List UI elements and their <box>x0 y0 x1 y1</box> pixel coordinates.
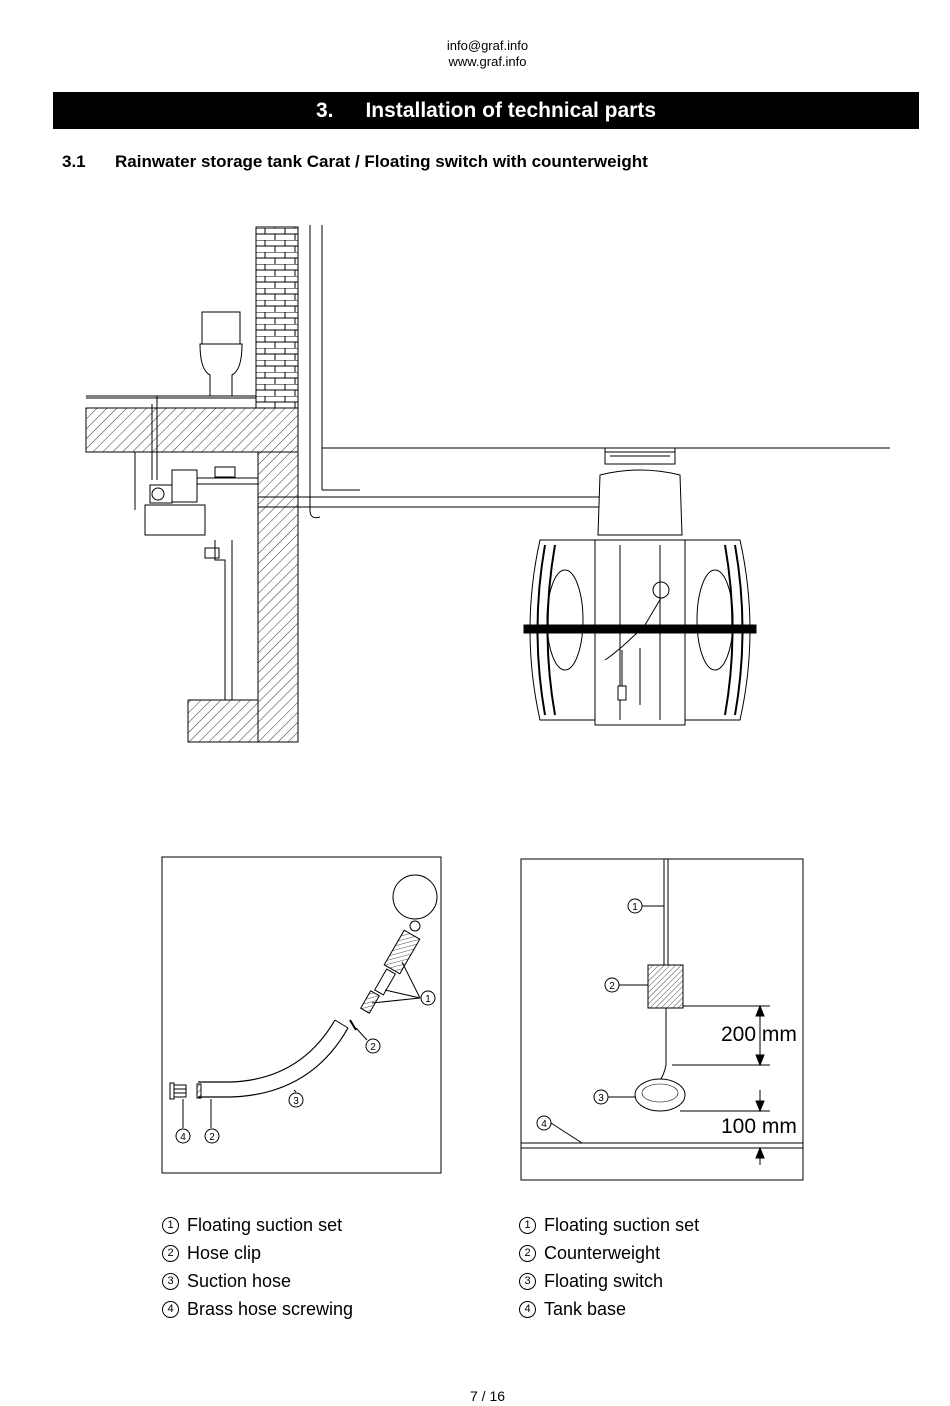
left-callout-2 <box>366 1039 380 1053</box>
legend-label: Floating suction set <box>187 1215 343 1235</box>
number-circle-icon: 2 <box>162 1245 179 1262</box>
legend-label: Floating suction set <box>544 1215 700 1235</box>
right-callout-1 <box>628 899 642 913</box>
subsection-title: Rainwater storage tank Carat / Floating switch with counterweight <box>115 152 648 171</box>
header-website: www.graf.info <box>448 54 527 69</box>
number-circle-icon: 4 <box>162 1301 179 1318</box>
legend-left <box>162 1211 353 1323</box>
section-number: 3. <box>315 98 334 122</box>
legend-right-item <box>519 1211 699 1239</box>
svg-text:2: 2 <box>609 981 615 992</box>
svg-text:4: 4 <box>541 1119 547 1130</box>
section-title: Installation of technical parts <box>365 98 657 122</box>
legend-right-item <box>519 1267 699 1295</box>
right-callout-4 <box>537 1116 551 1130</box>
right-callout-2 <box>605 978 619 992</box>
left-callout-1 <box>421 991 435 1005</box>
legend-label: Brass hose screwing <box>187 1299 354 1319</box>
dimension-label-upper: 200 mm <box>721 1023 797 1046</box>
installation-overview-drawing <box>86 225 890 742</box>
legend-left-item <box>162 1239 353 1267</box>
legend-label: Suction hose <box>187 1271 292 1291</box>
number-circle-icon: 3 <box>162 1273 179 1290</box>
subsection-number: 3.1 <box>62 152 86 171</box>
legend-label: Floating switch <box>544 1271 664 1291</box>
legend-right <box>519 1211 699 1323</box>
svg-text:2: 2 <box>370 1042 376 1053</box>
legend-left-item <box>162 1267 353 1295</box>
svg-text:3: 3 <box>598 1093 604 1104</box>
legend-right-item <box>519 1239 699 1267</box>
legend-label: Counterweight <box>544 1243 661 1263</box>
header-email: info@graf.info <box>446 38 529 53</box>
legend-label: Tank base <box>544 1299 627 1319</box>
page-number: 7 / 16 <box>469 1388 506 1404</box>
svg-text:1: 1 <box>425 994 431 1005</box>
svg-text:3: 3 <box>293 1096 299 1107</box>
suction-set-detail-figure <box>162 857 441 1173</box>
left-callout-3 <box>289 1093 303 1107</box>
left-callout-2b <box>205 1129 219 1143</box>
svg-text:1: 1 <box>632 902 638 913</box>
svg-text:4: 4 <box>180 1132 186 1143</box>
svg-text:2: 2 <box>209 1132 215 1143</box>
left-callout-4 <box>176 1129 190 1143</box>
legend-right-item <box>519 1295 699 1323</box>
number-circle-icon: 4 <box>519 1301 536 1318</box>
number-circle-icon: 1 <box>162 1217 179 1234</box>
legend-label: Hose clip <box>187 1243 262 1263</box>
legend-left-item <box>162 1295 353 1323</box>
legend-left-item <box>162 1211 353 1239</box>
number-circle-icon: 3 <box>519 1273 536 1290</box>
right-callout-3 <box>594 1090 608 1104</box>
number-circle-icon: 2 <box>519 1245 536 1262</box>
dimension-label-lower: 100 mm <box>721 1115 797 1138</box>
number-circle-icon: 1 <box>519 1217 536 1234</box>
